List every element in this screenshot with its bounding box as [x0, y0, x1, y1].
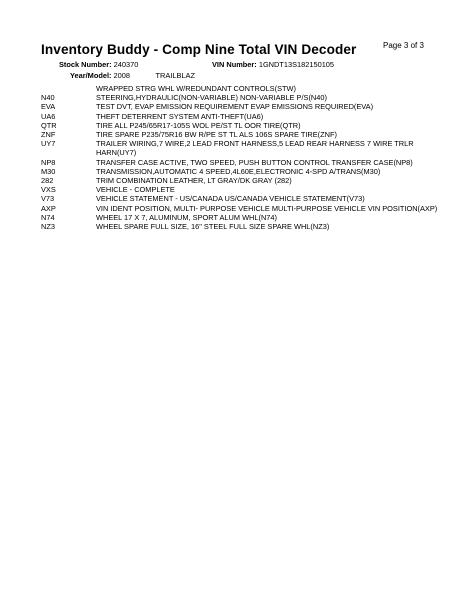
option-description: WRAPPED STRG WHL W/REDUNDANT CONTROLS(STW)	[96, 84, 296, 93]
option-code: 282	[41, 176, 54, 186]
option-code: NP8	[41, 157, 56, 167]
option-row	[41, 213, 441, 222]
option-description: TRANSMISSION,AUTOMATIC 4 SPEED,4L60E,ELECTRONIC 4-SPD A/TRANS(M30)	[96, 166, 381, 176]
stock-number-label: Stock Number:	[59, 60, 112, 69]
option-code: ZNF	[41, 130, 56, 140]
option-code: N74	[41, 212, 55, 222]
option-description: THEFT DETERRENT SYSTEM ANTI-THEFT(UA6)	[96, 111, 264, 121]
option-description: TIRE SPARE P235/75R16 BW R/PE ST TL ALS 106S SPARE TIRE(ZNF)	[96, 130, 337, 140]
option-description: VEHICLE STATEMENT - US/CANADA US/CANADA VEHICLE STATEMENT(V73)	[96, 194, 365, 204]
stock-number-value: 240370	[113, 60, 139, 69]
option-description: VIN IDENT POSITION, MULTI- PURPOSE VEHICLE MULTI-PURPOSE VEHICLE VIN POSITION(AXP)	[96, 203, 438, 213]
option-code: UA6	[41, 111, 56, 121]
option-code: N40	[41, 93, 55, 103]
year-value: 2008	[113, 71, 130, 80]
stock-number-line	[59, 60, 138, 69]
option-row	[41, 121, 441, 130]
option-row	[41, 194, 441, 203]
option-code: V73	[41, 194, 55, 204]
document-title: Inventory Buddy - Comp Nine Total VIN Decoder	[41, 42, 357, 57]
option-row	[41, 112, 441, 121]
option-row	[41, 84, 441, 93]
option-row	[41, 176, 441, 185]
option-row	[41, 130, 441, 139]
option-row	[41, 158, 441, 167]
option-code: AXP	[41, 203, 56, 213]
option-code: VXS	[41, 185, 56, 195]
option-code: NZ3	[41, 222, 55, 232]
vin-number-line	[212, 60, 334, 69]
option-code: UY7	[41, 139, 56, 149]
option-code: QTR	[41, 120, 57, 130]
option-row	[41, 102, 441, 111]
year-model-label: Year/Model:	[70, 71, 112, 80]
option-code-list	[41, 84, 441, 231]
option-description: STEERING,HYDRAULIC(NON-VARIABLE) NON-VARIABLE P/S(N40)	[96, 93, 327, 103]
year-model-line	[70, 71, 195, 80]
option-description: WHEEL 17 X 7, ALUMINUM, SPORT ALUM WHL(N74)	[96, 212, 277, 222]
option-row	[41, 139, 441, 157]
option-code: EVA	[41, 102, 56, 112]
option-description: TRAILER WIRING,7 WIRE,2 LEAD FRONT HARNESS,5 LEAD REAR HARNESS 7 WIRE TRLR HARN(UY7)	[96, 139, 414, 158]
option-row	[41, 185, 441, 194]
option-row	[41, 167, 441, 176]
page-number: Page 3 of 3	[383, 41, 424, 50]
vin-number-value: 1GNDT13S182150105	[258, 60, 335, 69]
option-description: TEST DVT, EVAP EMISSION REQUIREMENT EVAP EMISSIONS REQUIRED(EVA)	[96, 102, 374, 112]
vin-number-label: VIN Number:	[212, 60, 257, 69]
model-value: TRAILBLAZ	[155, 71, 195, 80]
option-description: WHEEL SPARE FULL SIZE, 16" STEEL FULL SIZE SPARE WHL(NZ3)	[96, 222, 330, 232]
option-code: M30	[41, 166, 56, 176]
option-row	[41, 222, 441, 231]
option-description: TRIM COMBINATION LEATHER, LT GRAY/DK GRAY (282)	[96, 176, 292, 186]
option-description: TIRE ALL P245/65R17-105S WOL PE/ST TL OOR TIRE(QTR)	[96, 120, 301, 130]
option-row	[41, 93, 441, 102]
option-description: VEHICLE - COMPLETE	[96, 185, 175, 195]
option-row	[41, 204, 441, 213]
option-description: TRANSFER CASE ACTIVE, TWO SPEED, PUSH BUTTON CONTROL TRANSFER CASE(NP8)	[96, 157, 413, 167]
